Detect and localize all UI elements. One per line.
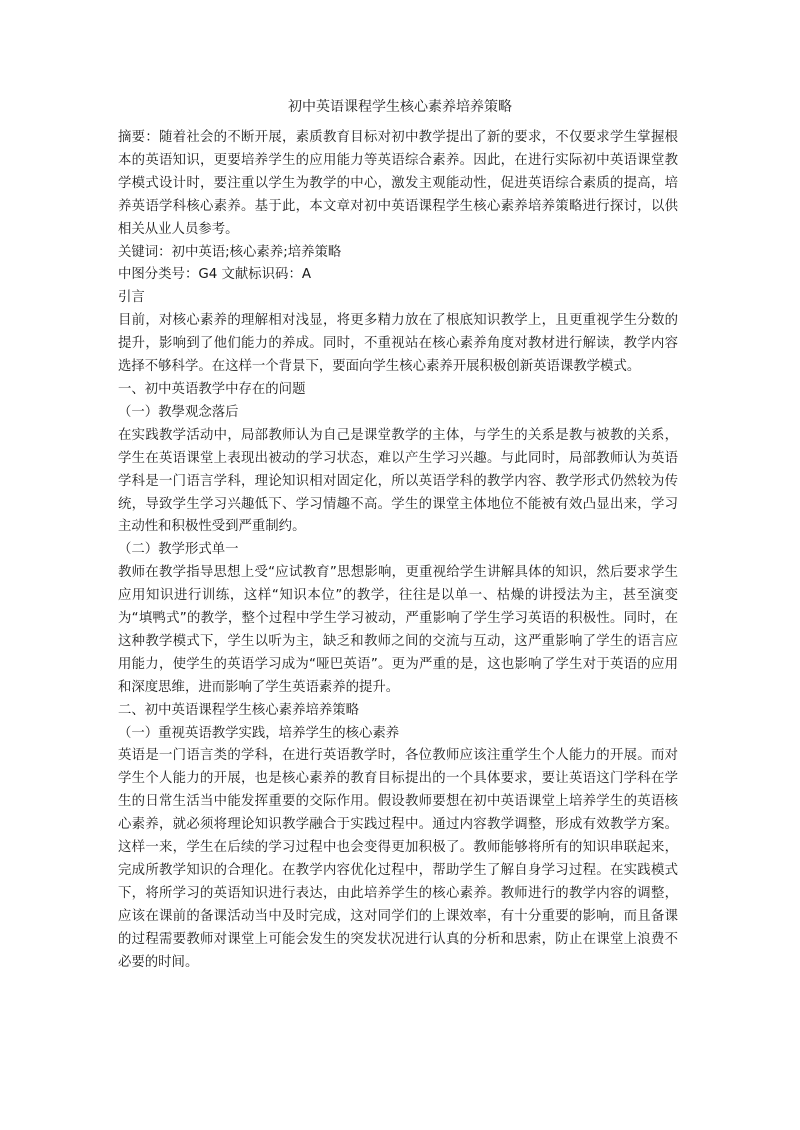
section1-sub2-heading: （二）教学形式单一 xyxy=(118,542,239,558)
classification-line: 中图分类号：G4 文献标识码：A xyxy=(118,267,311,283)
keywords-line: 关键词：初中英语;核心素养;培养策略 xyxy=(118,244,342,260)
document-title: 初中英语课程学生核心素养培养策略 xyxy=(288,99,512,115)
intro-heading: 引言 xyxy=(118,290,145,306)
section1-sub1-paragraph: 在实践教学活动中，局部教师认为自己是课堂教学的主体，与学生的关系是教与被教的关系，学生在英语课堂上表现出被动的学习状态，难以产生学习兴趣。与此同时，局部教师认为英语学科是一门语言学科，理论知识相对固定化，所以英语学科的教学内容、教学形式仍然较为传统，导致学生学习兴趣低下、学习情趣不高。学生的课堂主体地位不能被有效凸显出来，学习主动性和积极性受到严重制约。 xyxy=(118,427,678,535)
intro-paragraph: 目前，对核心素养的理解相对浅显，将更多精力放在了根底知识教学上，且更重视学生分数的提升，影响到了他们能力的养成。同时，不重视站在核心素养角度对教材进行解读，教学内容选择不够科学。在这样一个背景下，要面向学生核心素养开展积极创新英语课教学模式。 xyxy=(118,313,678,375)
section2-sub1-paragraph: 英语是一门语言类的学科，在进行英语教学时，各位教师应该注重学生个人能力的开展。而对学生个人能力的开展，也是核心素养的教育目标提出的一个具体要求，要让英语这门学科在学生的日常生活当中能发挥重要的交际作用。假设教师要想在初中英语课堂上培养学生的英语核心素养，就必须将理论知识教学融合于实践过程中。通过内容教学调整，形成有效教学方案。这样一来，学生在后续的学习过程中也会变得更加积极了。教师能够将所有的知识串联起来，完成所教学知识的合理化。在教学内容优化过程中，帮助学生了解自身学习过程。在实践模式下，将所学习的英语知识进行表达，由此培养学生的核心素养。教师进行的教学内容的调整，应该在课前的备课活动当中及时完成，这对同学们的上课效率，有十分重要的影响，而且备课的过程需要教师对课堂上可能会发生的突发状况进行认真的分析和思索，防止在课堂上浪费不必要的时间。 xyxy=(118,748,678,970)
document-body xyxy=(118,127,678,975)
section1-sub2-paragraph: 教师在教学指导思想上受“应试教育”思想影响，更重视给学生讲解具体的知识，然后要求学生应用知识进行训练，这样“知识本位”的教学，往往是以单一、枯燥的讲授法为主，甚至演变为“填鸭式”的教学，整个过程中学生学习被动，严重影响了学生学习英语的积极性。同时，在这种教学模式下，学生以听为主，缺乏和教师之间的交流与互动，这严重影响了学生的语言应用能力，使学生的英语学习成为“哑巴英语”。更为严重的是，这也影响了学生对于英语的应用和深度思维，进而影响了学生英语素养的提升。 xyxy=(118,565,678,695)
abstract-paragraph: 摘要：随着社会的不断开展，素质教育目标对初中教学提出了新的要求，不仅要求学生掌握根本的英语知识，更要培养学生的应用能力等英语综合素养。因此，在进行实际初中英语课堂教学模式设计时，要注重以学生为教学的中心，激发主观能动性，促进英语综合素质的提高，培养英语学科核心素养。基于此，本文章对初中英语课程学生核心素养培养策略进行探讨，以供相关从业人员参考。 xyxy=(118,130,678,237)
section2-sub1-heading: （一）重视英语教学实践，培养学生的核心素养 xyxy=(118,725,400,741)
section1-sub1-heading: （一）教學观念落后 xyxy=(118,404,239,420)
section1-heading: 一、初中英语教学中存在的问题 xyxy=(118,381,306,397)
section2-heading: 二、初中英语课程学生核心素养培养策略 xyxy=(118,702,360,718)
